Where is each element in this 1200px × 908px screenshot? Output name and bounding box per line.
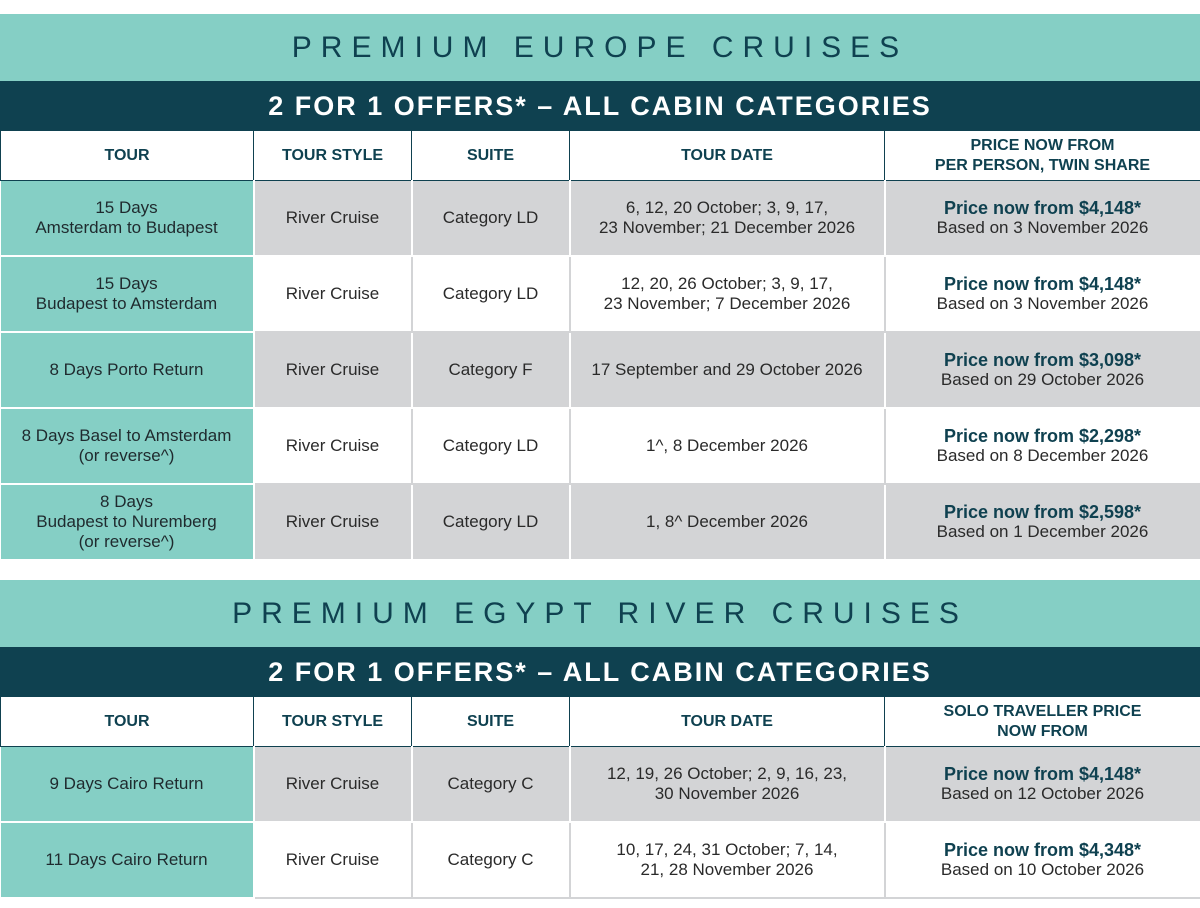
europe-cruises-section — [0, 14, 1200, 561]
date-line: 30 November 2026 — [654, 784, 800, 803]
header-price-line1: SOLO TRAVELLER PRICE — [943, 702, 1142, 720]
offer-banner: 2 FOR 1 OFFERS* – ALL CABIN CATEGORIES — [0, 81, 1200, 131]
table-row — [1, 484, 1200, 560]
price-now-from: Price now from $2,598* — [943, 502, 1142, 522]
date-line: 23 November; 7 December 2026 — [603, 294, 851, 313]
tour-style-cell: River Cruise — [254, 181, 412, 257]
europe-price-table — [0, 131, 1200, 561]
suite-cell: Category C — [412, 747, 570, 823]
tour-line: Budapest to Nuremberg — [36, 512, 217, 531]
table-header-row — [1, 697, 1200, 747]
egypt-price-table — [0, 697, 1200, 899]
offer-banner: 2 FOR 1 OFFERS* – ALL CABIN CATEGORIES — [0, 647, 1200, 697]
tour-style-cell: River Cruise — [254, 332, 412, 408]
price-now-from: Price now from $4,148* — [943, 274, 1142, 294]
date-line: 17 September and 29 October 2026 — [591, 360, 863, 379]
price-based-on: Based on 8 December 2026 — [936, 446, 1149, 465]
price-cell — [885, 408, 1200, 484]
date-line: 21, 28 November 2026 — [640, 860, 814, 879]
price-cell — [885, 822, 1200, 898]
date-line: 23 November; 21 December 2026 — [598, 218, 856, 237]
section-title: PREMIUM EGYPT RIVER CRUISES — [0, 580, 1200, 647]
header-tour-date: TOUR DATE — [570, 131, 885, 181]
price-based-on: Based on 3 November 2026 — [936, 294, 1149, 313]
date-line: 10, 17, 24, 31 October; 7, 14, — [616, 840, 838, 859]
tour-cell — [1, 822, 254, 898]
price-now-from: Price now from $4,148* — [943, 198, 1142, 218]
tour-cell — [1, 484, 254, 560]
tour-date-cell — [570, 332, 885, 408]
tour-line: 8 Days — [100, 492, 153, 511]
section-title: PREMIUM EUROPE CRUISES — [0, 14, 1200, 81]
suite-cell: Category C — [412, 822, 570, 898]
table-header-row — [1, 131, 1200, 181]
table-row — [1, 256, 1200, 332]
suite-cell: Category LD — [412, 484, 570, 560]
tour-date-cell — [570, 256, 885, 332]
suite-cell: Category F — [412, 332, 570, 408]
tour-date-cell — [570, 181, 885, 257]
price-based-on: Based on 29 October 2026 — [940, 370, 1145, 389]
date-line: 12, 19, 26 October; 2, 9, 16, 23, — [606, 764, 848, 783]
header-price-line2: PER PERSON, TWIN SHARE — [934, 156, 1151, 174]
header-suite: SUITE — [412, 131, 570, 181]
tour-line: 8 Days Porto Return — [49, 360, 204, 379]
header-suite: SUITE — [412, 697, 570, 747]
header-price — [885, 697, 1200, 747]
price-cell — [885, 332, 1200, 408]
tour-line: (or reverse^) — [78, 446, 175, 465]
tour-cell — [1, 256, 254, 332]
tour-style-cell: River Cruise — [254, 408, 412, 484]
tour-line: 11 Days Cairo Return — [45, 850, 208, 869]
suite-cell: Category LD — [412, 256, 570, 332]
price-based-on: Based on 12 October 2026 — [940, 784, 1145, 803]
table-row — [1, 181, 1200, 257]
tour-line: 8 Days Basel to Amsterdam — [21, 426, 232, 445]
price-now-from: Price now from $3,098* — [943, 350, 1142, 370]
header-tour: TOUR — [1, 131, 254, 181]
header-price-line2: NOW FROM — [997, 722, 1088, 740]
tour-style-cell: River Cruise — [254, 822, 412, 898]
tour-style-cell: River Cruise — [254, 484, 412, 560]
tour-cell — [1, 408, 254, 484]
date-line: 1^, 8 December 2026 — [645, 436, 808, 455]
price-cell — [885, 181, 1200, 257]
header-price-line1: PRICE NOW FROM — [970, 136, 1115, 154]
tour-date-cell — [570, 747, 885, 823]
date-line: 12, 20, 26 October; 3, 9, 17, — [621, 274, 833, 293]
date-line: 1, 8^ December 2026 — [645, 512, 808, 531]
tour-line: Amsterdam to Budapest — [35, 218, 218, 237]
price-cell — [885, 484, 1200, 560]
price-cell — [885, 256, 1200, 332]
price-now-from: Price now from $4,148* — [943, 764, 1142, 784]
price-cell — [885, 747, 1200, 823]
price-now-from: Price now from $4,348* — [943, 840, 1142, 860]
tour-line: 15 Days — [95, 198, 158, 217]
tour-date-cell — [570, 408, 885, 484]
price-based-on: Based on 10 October 2026 — [940, 860, 1145, 879]
table-row — [1, 747, 1200, 823]
header-tour-date: TOUR DATE — [570, 697, 885, 747]
suite-cell: Category LD — [412, 181, 570, 257]
tour-line: (or reverse^) — [78, 532, 175, 551]
tour-cell — [1, 181, 254, 257]
tour-cell — [1, 332, 254, 408]
header-price — [885, 131, 1200, 181]
header-tour-style: TOUR STYLE — [254, 697, 412, 747]
table-row — [1, 332, 1200, 408]
table-row — [1, 408, 1200, 484]
price-now-from: Price now from $2,298* — [943, 426, 1142, 446]
egypt-cruises-section — [0, 580, 1200, 899]
tour-date-cell — [570, 484, 885, 560]
tour-date-cell — [570, 822, 885, 898]
table-row — [1, 822, 1200, 898]
suite-cell: Category LD — [412, 408, 570, 484]
tour-style-cell: River Cruise — [254, 747, 412, 823]
tour-style-cell: River Cruise — [254, 256, 412, 332]
price-based-on: Based on 1 December 2026 — [936, 522, 1149, 541]
tour-cell — [1, 747, 254, 823]
tour-line: 9 Days Cairo Return — [49, 774, 204, 793]
header-tour-style: TOUR STYLE — [254, 131, 412, 181]
header-tour: TOUR — [1, 697, 254, 747]
tour-line: Budapest to Amsterdam — [35, 294, 218, 313]
date-line: 6, 12, 20 October; 3, 9, 17, — [625, 198, 829, 217]
price-based-on: Based on 3 November 2026 — [936, 218, 1149, 237]
tour-line: 15 Days — [95, 274, 158, 293]
